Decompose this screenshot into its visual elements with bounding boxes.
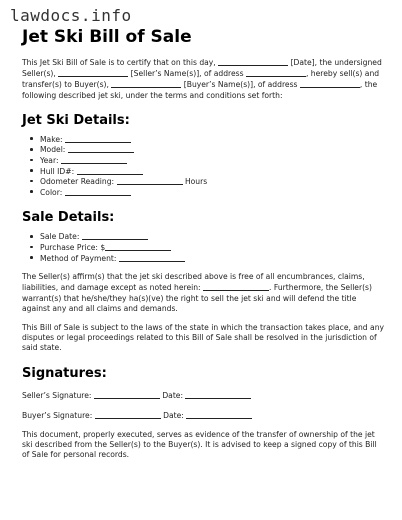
seller-signature-line: Seller’s Signature: Date: (22, 390, 384, 401)
list-item-purchase-price: Purchase Price: $ (40, 242, 384, 253)
date-blank[interactable] (218, 57, 288, 66)
buyer-signature-line: Buyer’s Signature: Date: (22, 410, 384, 421)
list-item-make: Make: (40, 134, 384, 145)
intro-paragraph (22, 57, 384, 101)
purchase-price-blank[interactable] (105, 242, 171, 251)
buyer-signature-blank[interactable] (95, 410, 161, 419)
governing-law-paragraph: This Bill of Sale is subject to the laws of the state in which the transaction takes place, and any disputes or legal proceedings related to this Bill of Sale shall be resolved in the jurisdiction of said state. (22, 322, 384, 353)
closing-paragraph: This document, properly executed, serves as evidence of the transfer of ownership of the jet ski described from the Seller(s) to the Buyer(s). It is advised to keep a signed copy of this Bill of Sale for personal records. (22, 429, 377, 459)
warranty-text-2: . Furthermore, the Seller(s) warrant(s) that he/she/they ha(s)(ve) the right to sell the jet ski and will defend the title against any and all claims and demands. (22, 283, 372, 313)
intro-text-6: , the following described jet ski, under the terms and conditions set forth: (22, 80, 378, 100)
intro-text-1: This Jet Ski Bill of Sale is to certify that on this day, (22, 58, 216, 67)
watermark: lawdocs.info (10, 6, 132, 25)
intro-text-3: [Seller’s Name(s)], of address (130, 69, 244, 79)
document-page (22, 26, 384, 460)
seller-address-blank[interactable] (246, 68, 306, 77)
seller-date-blank[interactable] (185, 390, 251, 399)
seller-name-blank[interactable] (58, 68, 128, 77)
list-item-payment-method: Method of Payment: (40, 253, 384, 264)
odometer-blank[interactable] (117, 176, 183, 185)
list-item-hull-id: Hull ID#: (40, 166, 384, 177)
list-item-year: Year: (40, 155, 384, 166)
warranty-text-1: The Seller(s) affirm(s) that the jet ski described above is free of all encumbrances, claims, liabilities, and damage except as noted herein: (22, 272, 365, 293)
payment-method-blank[interactable] (119, 253, 185, 262)
model-blank[interactable] (68, 144, 134, 153)
list-item-sale-date: Sale Date: (40, 231, 384, 242)
list-item-odometer: Odometer Reading: Hours (40, 176, 384, 187)
hull-id-blank[interactable] (77, 166, 143, 175)
sale-date-blank[interactable] (82, 231, 148, 240)
warranty-paragraph (22, 272, 384, 314)
buyer-date-blank[interactable] (186, 410, 252, 419)
signatures-heading: Signatures: (22, 365, 107, 381)
sale-details-heading: Sale Details: (22, 210, 115, 226)
intro-text-5: [Buyer’s Name(s)], of address (183, 80, 298, 90)
buyer-name-blank[interactable] (111, 79, 181, 88)
damage-notes-blank[interactable] (203, 282, 269, 291)
year-blank[interactable] (61, 155, 127, 164)
list-item-color: Color: (40, 187, 384, 198)
document-title: Jet Ski Bill of Sale (22, 27, 192, 47)
jet-ski-details-list (22, 134, 384, 198)
intro-text-2: [Date], the undersigned Seller(s), (22, 58, 382, 79)
intro-text-4: , hereby sell(s) and transfer(s) to Buyer(s), (22, 69, 380, 90)
seller-signature-blank[interactable] (94, 390, 160, 399)
jet-ski-details-heading: Jet Ski Details: (22, 112, 130, 128)
make-blank[interactable] (65, 134, 131, 143)
buyer-address-blank[interactable] (300, 79, 360, 88)
list-item-model: Model: (40, 144, 384, 155)
color-blank[interactable] (65, 187, 131, 196)
sale-details-list (22, 231, 384, 263)
